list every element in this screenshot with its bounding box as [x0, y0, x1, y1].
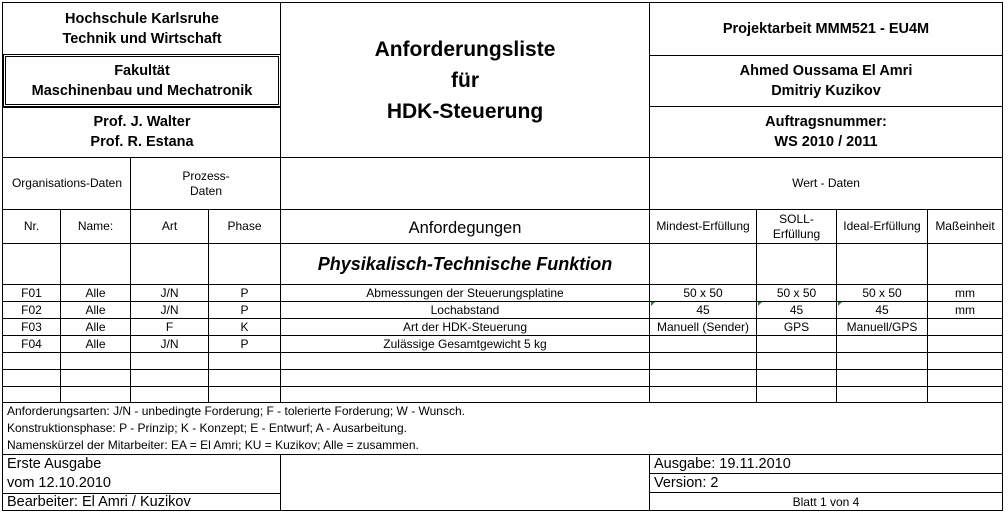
- cell-name: Alle: [85, 302, 106, 317]
- cell-nr: F02: [21, 302, 42, 317]
- cell-name: Alle: [85, 336, 106, 351]
- divider: [60, 209, 61, 402]
- order-number: [650, 108, 1002, 156]
- divider: [649, 157, 650, 402]
- cell-unit: mm: [955, 302, 975, 317]
- divider: [2, 369, 1003, 370]
- col-soll: [757, 210, 836, 243]
- cell-phase: P: [240, 336, 249, 351]
- cell-art: F: [165, 319, 174, 334]
- title-line-2: für: [451, 68, 479, 92]
- editor: Bearbeiter: El Amri / Kuzikov: [7, 494, 191, 510]
- divider: [927, 209, 928, 402]
- col-min: Mindest-Erfüllung: [656, 219, 750, 233]
- cell-nr: F01: [21, 285, 42, 300]
- author-2: Dmitriy Kuzikov: [771, 83, 881, 99]
- cell-soll: 45: [789, 302, 804, 317]
- divider: [756, 209, 757, 402]
- divider: [2, 386, 1003, 387]
- col-phase: Phase: [227, 219, 262, 233]
- cell-name: Alle: [85, 285, 106, 300]
- school-name: [4, 6, 280, 52]
- faculty-line-2: Maschinenbau und Mechatronik: [31, 83, 253, 99]
- author-1: Ahmed Oussama El Amri: [739, 63, 913, 79]
- divider: [280, 157, 281, 402]
- professors: [4, 108, 280, 156]
- professor-2: Prof. R. Estana: [90, 134, 194, 150]
- faculty-line-1: Fakultät: [114, 63, 170, 79]
- col-soll-line-1: SOLL-: [779, 211, 814, 226]
- first-edition: Erste Ausgabe: [7, 455, 102, 472]
- cell-nr: F04: [21, 336, 42, 351]
- divider: [2, 107, 281, 108]
- col-name: Name:: [77, 219, 114, 233]
- cell-nr: F03: [21, 319, 42, 334]
- process-data-header: [131, 158, 281, 209]
- cell-phase: K: [240, 319, 249, 334]
- divider: [130, 157, 131, 402]
- section-title: Physikalisch-Technische Funktion: [317, 253, 613, 274]
- issue-date: Ausgabe: 19.11.2010: [654, 455, 791, 472]
- col-ideal: Ideal-Erfüllung: [843, 219, 921, 233]
- divider: [280, 454, 281, 511]
- sheet-number: Blatt 1 von 4: [792, 494, 860, 509]
- cell-min: 50 x 50: [683, 285, 723, 300]
- cell-min: [650, 336, 756, 352]
- cell-req: Lochabstand: [430, 302, 500, 317]
- col-unit: Maßeinheit: [935, 219, 995, 233]
- cell-ideal: 50 x 50: [862, 285, 902, 300]
- cell-phase: P: [240, 285, 249, 300]
- col-art: Art: [161, 219, 178, 233]
- cell-art: J/N: [160, 336, 179, 351]
- cell-art: J/N: [160, 302, 179, 317]
- title-line-3: HDK-Steuerung: [386, 99, 544, 123]
- first-edition-date: vom 12.10.2010: [7, 474, 111, 491]
- cell-art: J/N: [160, 285, 179, 300]
- divider: [280, 2, 281, 157]
- order-label: Auftragsnummer:: [765, 114, 887, 130]
- school-line-1: Hochschule Karlsruhe: [65, 11, 219, 27]
- divider: [2, 54, 281, 55]
- value-data-header: Wert - Daten: [792, 176, 860, 190]
- change-marker-icon: [838, 302, 842, 306]
- cell-soll: 50 x 50: [776, 285, 817, 300]
- cell-req: Abmessungen der Steuerungsplatine: [366, 285, 564, 300]
- col-nr: Nr.: [23, 219, 40, 233]
- school-line-2: Technik und Wirtschaft: [62, 31, 222, 47]
- divider: [649, 106, 1003, 107]
- cell-ideal: Manuell/GPS: [846, 319, 918, 334]
- cell-unit: mm: [955, 285, 975, 300]
- divider: [649, 55, 1003, 56]
- divider: [2, 352, 1003, 353]
- authors: [650, 56, 1002, 106]
- cell-req: Zulässige Gesamtgewicht 5 kg: [383, 336, 547, 351]
- cell-ideal: [837, 336, 927, 352]
- cell-unit: [928, 336, 1002, 352]
- change-marker-icon: [651, 302, 655, 306]
- cell-soll: [757, 336, 836, 352]
- col-requirements: Anfordegungen: [408, 218, 522, 237]
- note-design-phase: Konstruktionsphase: P - Prinzip; K - Konzept; E - Entwurf; A - Ausarbeitung.: [7, 420, 407, 435]
- faculty-name: [4, 56, 280, 106]
- cell-min: 45: [696, 302, 710, 317]
- col-soll-line-2: Erfüllung: [772, 226, 821, 241]
- cell-name: Alle: [85, 319, 106, 334]
- cell-min: Manuell (Sender): [656, 319, 750, 334]
- version: Version: 2: [654, 474, 719, 491]
- note-requirement-types: Anforderungsarten: J/N - unbedingte Forderung; F - tolerierte Forderung; W - Wunsch.: [7, 403, 465, 418]
- document-title: [281, 4, 649, 156]
- order-value: WS 2010 / 2011: [774, 134, 878, 150]
- cell-ideal: 45: [875, 302, 889, 317]
- note-name-abbreviations: Namenskürzel der Mitarbeiter: EA = El Amri; KU = Kuzikov; Alle = zusammen.: [7, 437, 419, 452]
- process-line-1: Prozess-: [182, 168, 230, 183]
- divider: [208, 209, 209, 402]
- divider: [649, 2, 650, 157]
- cell-unit: [928, 319, 1002, 335]
- cell-soll: GPS: [783, 319, 810, 334]
- change-marker-icon: [758, 302, 762, 306]
- title-line-1: Anforderungsliste: [374, 37, 556, 61]
- divider: [836, 209, 837, 402]
- cell-req: Art der HDK-Steuerung: [402, 319, 528, 334]
- process-line-2: Daten: [189, 183, 223, 198]
- professor-1: Prof. J. Walter: [93, 114, 191, 130]
- cell-phase: P: [240, 302, 249, 317]
- project-name: Projektarbeit MMM521 - EU4M: [722, 20, 930, 37]
- org-data-header: Organisations-Daten: [11, 176, 123, 190]
